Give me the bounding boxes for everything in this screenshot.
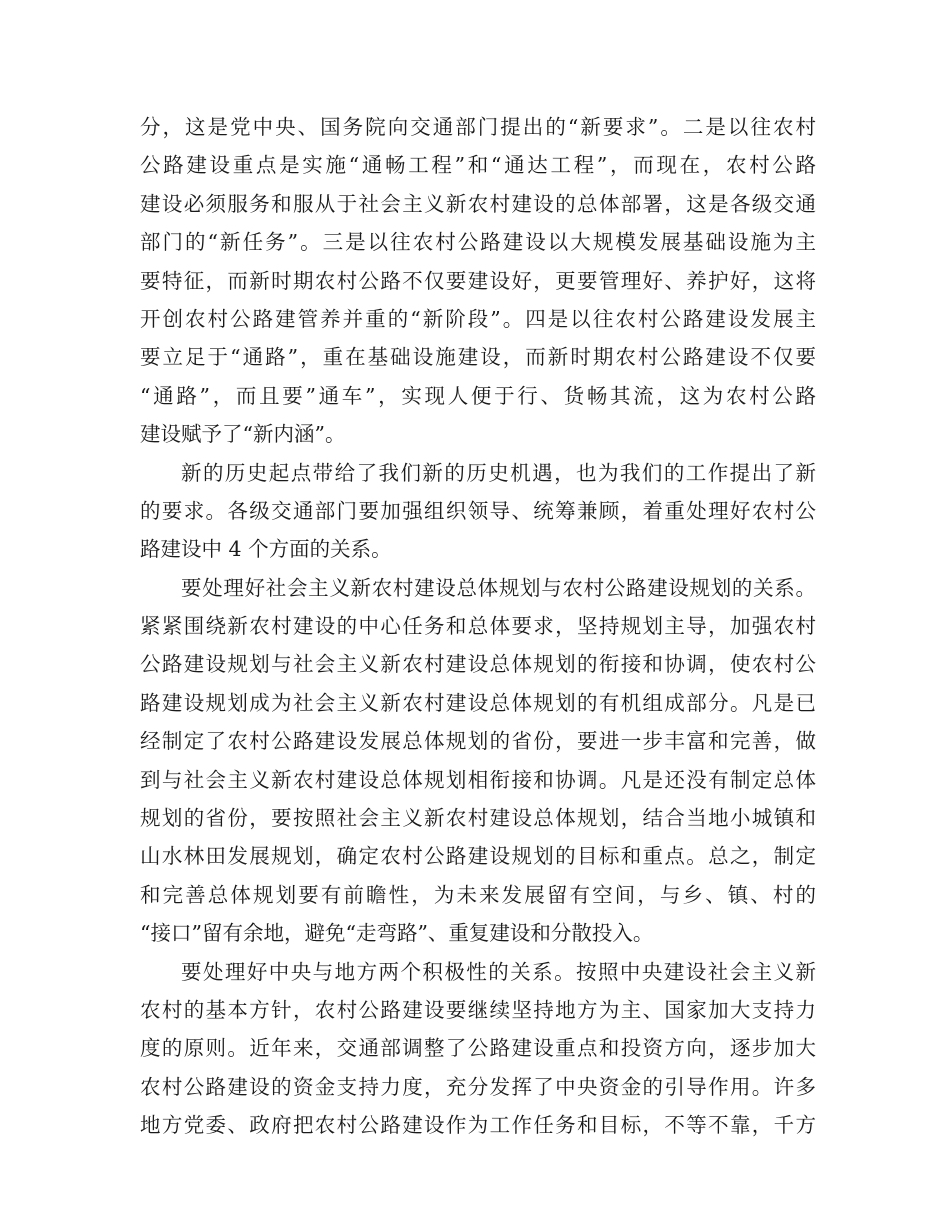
text-line: 分，这是党中央、国务院向交通部门提出的“新要求”。二是以往农村 xyxy=(140,115,816,139)
text-line: “接口”留有余地，避免“走弯路”、重复建设和分散投入。 xyxy=(140,921,654,946)
text-line: 到与社会主义新农村建设总体规划相衔接和协调。凡是还没有制定总体 xyxy=(140,767,816,792)
text-line: 路建设中 4 个方面的关系。 xyxy=(140,537,392,562)
text-line: 紧紧围绕新农村建设的中心任务和总体要求，坚持规划主导，加强农村 xyxy=(140,614,816,639)
text-line: 建设必须服务和服从于社会主义新农村建设的总体部署，这是各级交通 xyxy=(140,191,816,216)
text-line: 部门的“新任务”。三是以往农村公路建设以大规模发展基础设施为主 xyxy=(140,230,816,255)
document-body xyxy=(140,108,816,1145)
text-line: “通路”，而且要”通车”，实现人便于行、货畅其流，这为农村公路 xyxy=(140,383,816,408)
text-line: 公路建设重点是实施“通畅工程”和“通达工程”，而现在，农村公路 xyxy=(140,153,816,178)
text-line: 要处理好中央与地方两个积极性的关系。按照中央建设社会主义新 xyxy=(181,959,816,984)
text-line: 开创农村公路建管养并重的“新阶段”。四是以往农村公路建设发展主 xyxy=(140,306,816,331)
text-line: 度的原则。近年来，交通部调整了公路建设重点和投资方向，逐步加大 xyxy=(140,1036,816,1061)
text-line: 要立足于“通路”，重在基础设施建设，而新时期农村公路建设不仅要 xyxy=(140,345,816,370)
text-line: 公路建设规划与社会主义新农村建设总体规划的衔接和协调，使农村公 xyxy=(140,652,816,677)
text-line: 的要求。各级交通部门要加强组织领导、统筹兼顾，着重处理好农村公 xyxy=(140,498,816,523)
text-line: 农村公路建设的资金支持力度，充分发挥了中央资金的引导作用。许多 xyxy=(140,1074,816,1099)
text-line: 新的历史起点带给了我们新的历史机遇，也为我们的工作提出了新 xyxy=(181,460,816,485)
text-line: 经制定了农村公路建设发展总体规划的省份，要进一步丰富和完善，做 xyxy=(140,729,816,754)
text-line: 要处理好社会主义新农村建设总体规划与农村公路建设规划的关系。 xyxy=(181,575,816,600)
text-line: 农村的基本方针，农村公路建设要继续坚持地方为主、国家加大支持力 xyxy=(140,997,816,1022)
text-line: 山水林田发展规划，确定农村公路建设规划的目标和重点。总之，制定 xyxy=(140,844,816,869)
text-line: 规划的省份，要按照社会主义新农村建设总体规划，结合当地小城镇和 xyxy=(140,806,816,831)
text-line: 建设赋予了“新内涵”。 xyxy=(140,422,346,447)
text-line: 和完善总体规划要有前瞻性，为未来发展留有空间，与乡、镇、村的 xyxy=(140,882,816,907)
text-line: 路建设规划成为社会主义新农村建设总体规划的有机组成部分。凡是已 xyxy=(140,690,816,715)
text-line: 地方党委、政府把农村公路建设作为工作任务和目标，不等不靠，千方 xyxy=(140,1113,816,1138)
text-line: 要特征，而新时期农村公路不仅要建设好，更要管理好、养护好，这将 xyxy=(140,268,816,293)
